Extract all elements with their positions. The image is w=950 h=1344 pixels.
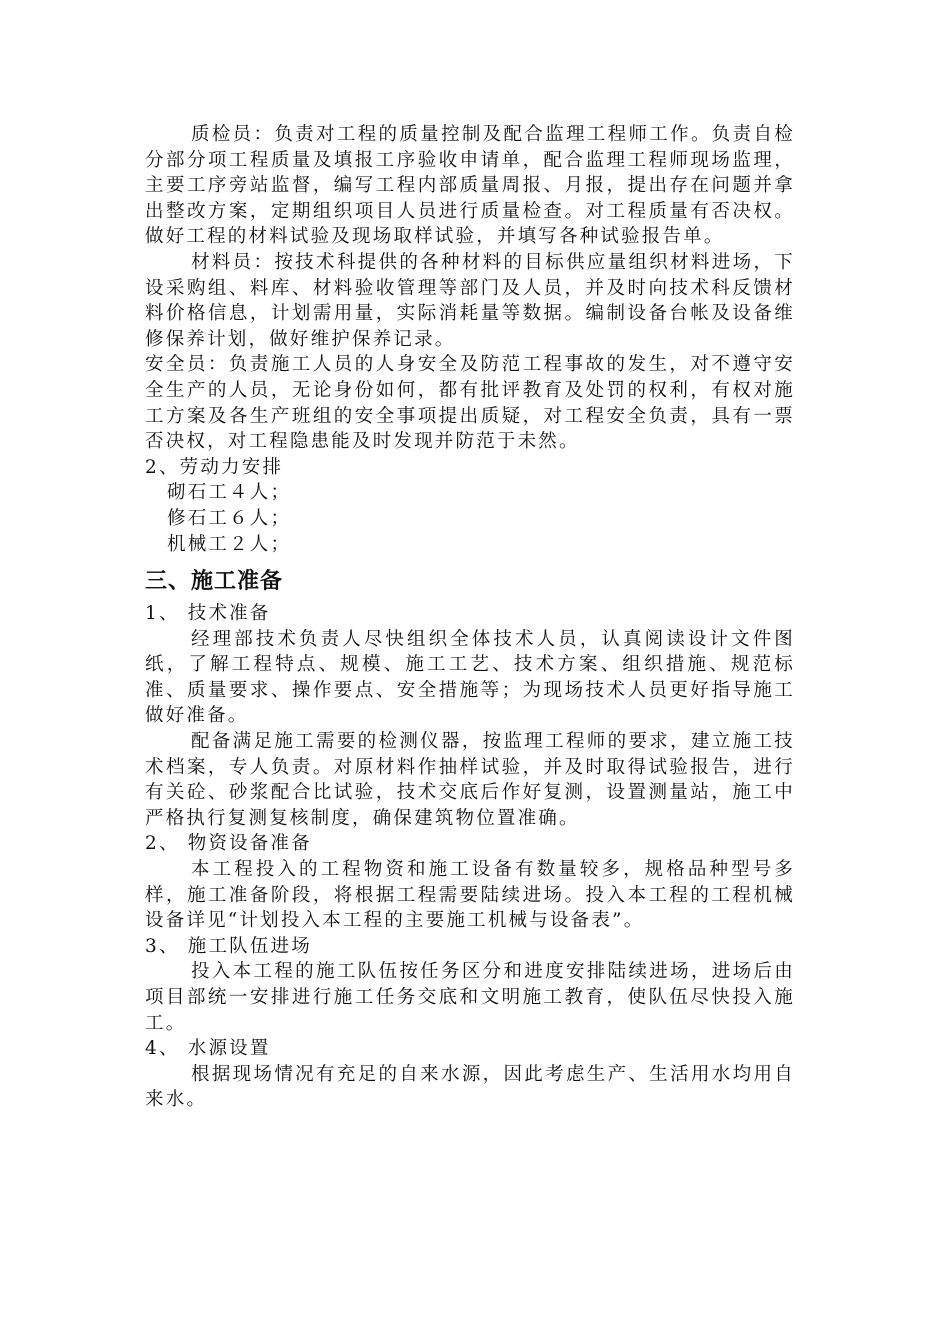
technical-preparation-paragraph-1: 经理部技术负责人尽快组织全体技术人员，认真阅读设计文件图纸，了解工程特点、规模、施工工艺、技术方案、组织措施、规范标准、质量要求、操作要点、安全措施等；为现场技术人员更好指导施工做好准备。 [145, 628, 795, 727]
water-source-paragraph: 根据现场情况有充足的自来水源，因此考虑生产、生活用水均用自来水。 [145, 1063, 795, 1111]
technical-preparation-title: 1、 技术准备 [145, 603, 271, 625]
labor-arrangement-title: 2、劳动力安排 [145, 456, 284, 478]
technical-preparation-paragraph-2: 配备满足施工需要的检测仪器，按监理工程师的要求，建立施工技术档案，专人负责。对原材料作抽样试验，并及时取得试验报告，进行有关砼、砂浆配合比试验，技术交底后作好复测，设置测量站，施工中严格执行复测复核制度，确保建筑物位置准确。 [145, 731, 795, 829]
qc-inspector-paragraph: 质检员：负责对工程的质量控制及配合监理工程师工作。负责自检分部分项工程质量及填报工序验收申请单，配合监理工程师现场监理，主要工序旁站监督，编写工程内部质量周报、月报，提出存在问题并拿出整改方案，定期组织项目人员进行质量检查。对工程质量有否决权。做好工程的材料试验及现场取样试验，并填写各种试验报告单。 [145, 124, 795, 248]
team-mobilization-title: 3、 施工队伍进场 [145, 935, 312, 957]
materials-equipment-paragraph: 本工程投入的工程物资和施工设备有数量较多，规格品种型号多样，施工准备阶段，将根据工程需要陆续进场。投入本工程的工程机械设备详见“计划投入本工程的主要施工机械与设备表”。 [145, 859, 795, 932]
section-heading-construction-preparation: 三、施工准备 [145, 569, 284, 595]
labor-item-masonry: 砌石工４人； [167, 482, 292, 504]
materials-equipment-title: 2、 物资设备准备 [145, 833, 312, 855]
document-page [145, 122, 795, 1113]
labor-item-machinery: 机械工２人； [167, 533, 292, 555]
water-source-title: 4、 水源设置 [145, 1038, 271, 1060]
team-mobilization-paragraph: 投入本工程的施工队伍按任务区分和进度安排陆续进场，进场后由项目部统一安排进行施工任务交底和文明施工教育，使队伍尽快投入施工。 [145, 961, 795, 1034]
safety-officer-paragraph: 安全员：负责施工人员的人身安全及防范工程事故的发生，对不遵守安全生产的人员，无论身份如何，都有批评教育及处罚的权利，有权对施工方案及各生产班组的安全事项提出质疑，对工程安全负责，具有一票否决权，对工程隐患能及时发现并防范于未然。 [145, 354, 795, 453]
labor-item-stone-dressing: 修石工６人； [167, 507, 292, 529]
material-officer-paragraph: 材料员：按技术科提供的各种材料的目标供应量组织材料进场，下设采购组、料库、材料验收管理等部门及人员，并及时向技术科反馈材料价格信息，计划需用量，实际消耗量等数据。编制设备台帐及设备维修保养计划，做好维护保养记录。 [145, 251, 795, 350]
